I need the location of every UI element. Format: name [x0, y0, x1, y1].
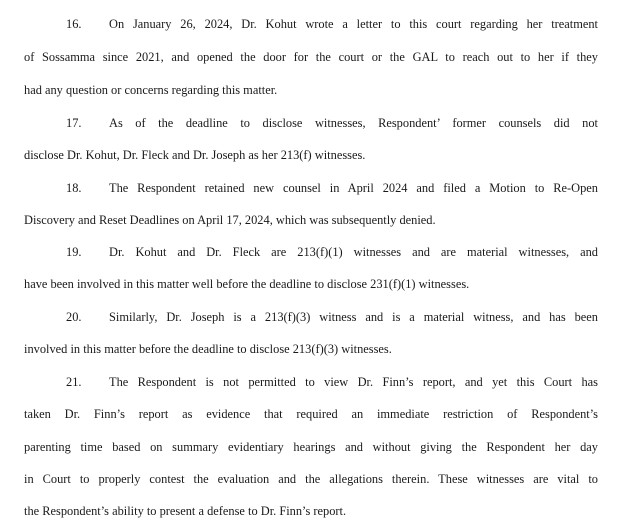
paragraph-20-line-2: involved in this matter before the deadline to disclose 213(f)(3) witnesses.: [24, 342, 392, 356]
paragraph-number: 18.: [66, 181, 82, 195]
paragraph-text: The Respondent retained new counsel in April 2024 and filed a Motion to Re-Open: [109, 181, 598, 195]
paragraph-16-line-1: [24, 14, 598, 34]
paragraph-number: 19.: [66, 245, 82, 259]
paragraph-number: 16.: [66, 17, 82, 31]
paragraph-21-line-2: taken Dr. Finn’s report as evidence that required an immediate restriction of Respondent’s: [24, 407, 598, 421]
paragraph-21-line-4: in Court to properly contest the evaluation and the allegations therein. These witnesses are vital to: [24, 472, 598, 486]
paragraph-18-line-1: [24, 178, 598, 198]
paragraph-19-line-1: [24, 242, 598, 262]
paragraph-19-line-2: have been involved in this matter well before the deadline to disclose 231(f)(1) witnesses.: [24, 277, 470, 291]
paragraph-20-line-1: [24, 307, 598, 327]
paragraph-text: The Respondent is not permitted to view Dr. Finn’s report, and yet this Court has: [109, 375, 598, 389]
paragraph-text: Dr. Kohut and Dr. Fleck are 213(f)(1) witnesses and are material witnesses, and: [109, 245, 598, 259]
paragraph-number: 17.: [66, 116, 82, 130]
paragraph-16-line-2: of Sossamma since 2021, and opened the door for the court or the GAL to reach out to her if they: [24, 50, 598, 64]
paragraph-text: As of the deadline to disclose witnesses, Respondent’ former counsels did not: [109, 116, 598, 130]
paragraph-17-line-2: disclose Dr. Kohut, Dr. Fleck and Dr. Joseph as her 213(f) witnesses.: [24, 148, 366, 162]
paragraph-number: 20.: [66, 310, 82, 324]
paragraph-text: Similarly, Dr. Joseph is a 213(f)(3) witness and is a material witness, and has been: [109, 310, 598, 324]
paragraph-21-line-5: the Respondent’s ability to present a defense to Dr. Finn’s report.: [24, 504, 347, 518]
paragraph-21-line-3: parenting time based on summary evidentiary hearings and without giving the Respondent her day: [24, 440, 598, 454]
paragraph-text: On January 26, 2024, Dr. Kohut wrote a letter to this court regarding her treatment: [109, 17, 598, 31]
paragraph-18-line-2: Discovery and Reset Deadlines on April 17, 2024, which was subsequently denied.: [24, 213, 436, 227]
paragraph-number: 21.: [66, 375, 82, 389]
paragraph-21-line-1: [24, 372, 598, 392]
paragraph-17-line-1: [24, 113, 598, 133]
paragraph-16-line-3: had any question or concerns regarding this matter.: [24, 83, 278, 97]
